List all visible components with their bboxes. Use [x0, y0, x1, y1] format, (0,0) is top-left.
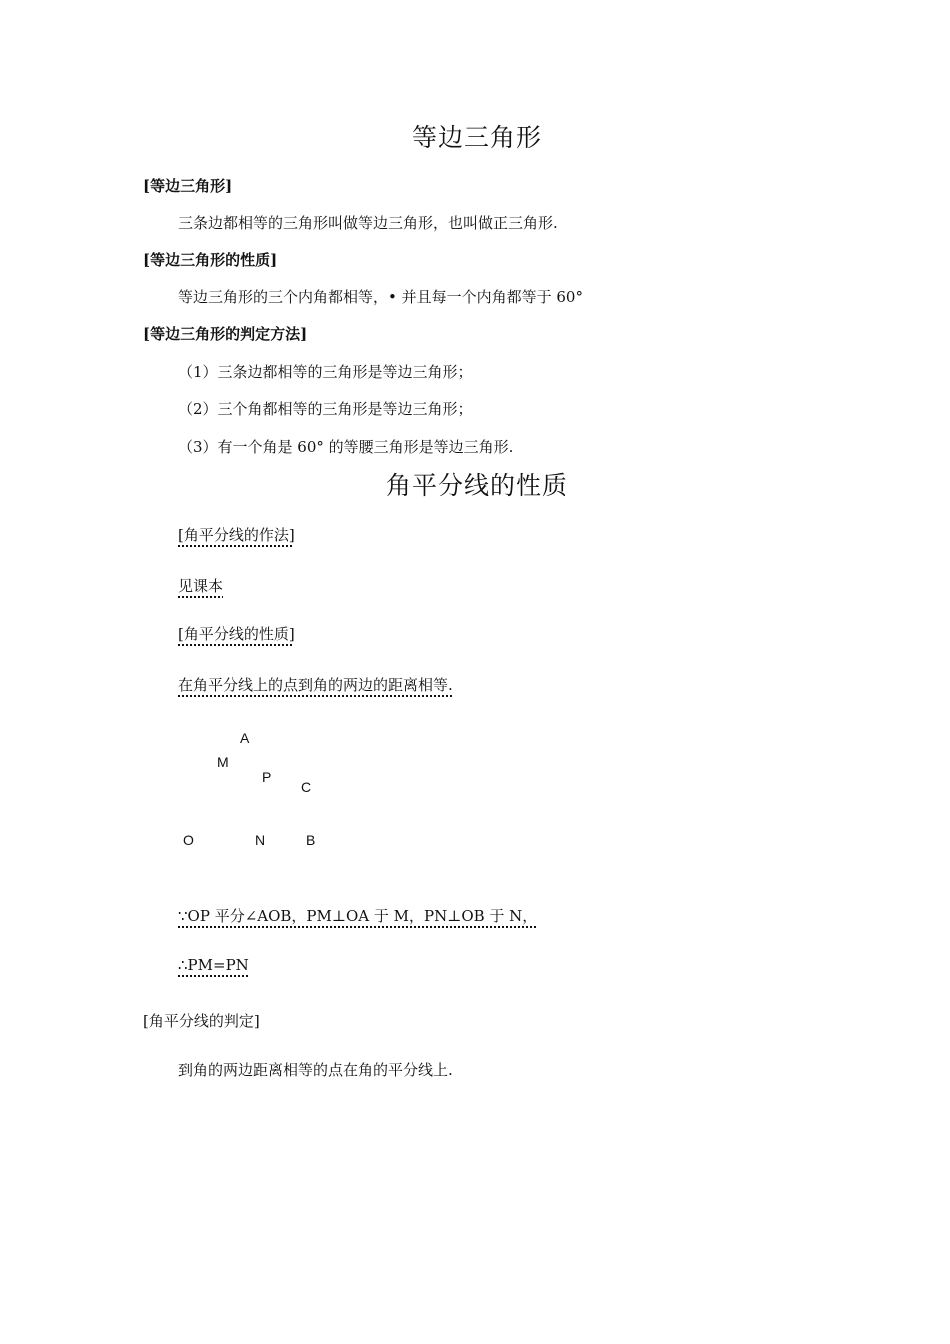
construction-text: 见课本 [178, 577, 224, 595]
heading-judgement-methods: [等边三角形的判定方法] [143, 325, 308, 343]
because-statement: ∵OP 平分∠AOB，PM⊥OA 于 M，PN⊥OB 于 N， [178, 907, 538, 925]
angle-bisector-diagram [170, 722, 370, 852]
heading-properties: [等边三角形的性质] [143, 251, 278, 269]
judgement-item-2: （2）三个角都相等的三角形是等边三角形； [178, 400, 473, 418]
judgement-item-1: （1）三条边都相等的三角形是等边三角形； [178, 363, 473, 381]
heading-bisector-judgement: [角平分线的判定] [143, 1012, 260, 1030]
heading-construction: [角平分线的作法] [178, 526, 295, 544]
point-label-b: B [306, 832, 316, 848]
point-label-m: M [217, 754, 229, 770]
section-title-angle-bisector: 角平分线的性质 [386, 471, 569, 500]
section-title-equilateral-triangle: 等边三角形 [412, 123, 543, 152]
therefore-statement: ∴PM=PN [178, 956, 249, 974]
judgement-item-3: （3）有一个角是 60° 的等腰三角形是等边三角形. [178, 438, 514, 456]
point-label-p: P [262, 769, 272, 785]
definition-text: 三条边都相等的三角形叫做等边三角形，也叫做正三角形. [178, 214, 558, 232]
point-label-n: N [255, 832, 266, 848]
bisector-judgement-text: 到角的两边距离相等的点在角的平分线上. [178, 1061, 453, 1079]
point-label-o: O [183, 832, 194, 848]
bisector-property-text: 在角平分线上的点到角的两边的距离相等. [178, 676, 453, 694]
properties-text: 等边三角形的三个内角都相等，• 并且每一个内角都等于 60° [178, 288, 583, 306]
heading-definition: [等边三角形] [143, 177, 233, 195]
heading-bisector-property: [角平分线的性质] [178, 625, 295, 643]
point-label-c: C [301, 779, 312, 795]
point-label-a: A [240, 730, 250, 746]
